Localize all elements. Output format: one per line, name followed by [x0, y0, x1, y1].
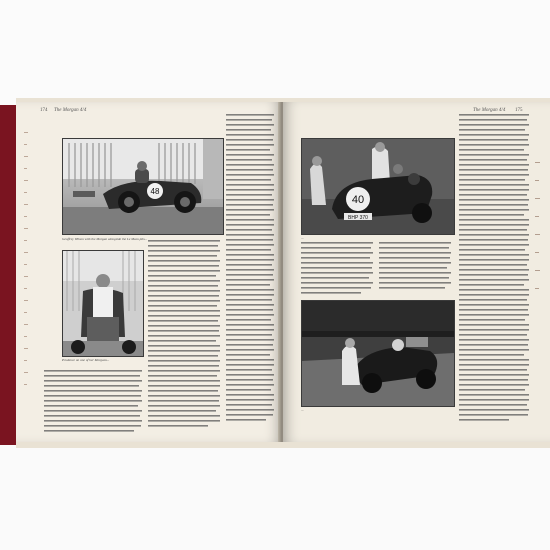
right-margin-marks	[535, 162, 543, 302]
background-table	[0, 445, 550, 550]
caption-left-bottom: Prudence on one of her Morgans...	[62, 358, 110, 362]
photo-car-racing-image	[302, 301, 454, 406]
car-number-48: 48	[150, 187, 160, 196]
left-page	[16, 102, 281, 442]
left-text-column-right	[226, 114, 276, 434]
left-margin-notes	[24, 132, 30, 432]
photo-prudence	[62, 250, 144, 357]
left-text-column-middle	[148, 240, 222, 435]
caption-right-bottom: ...	[301, 408, 304, 412]
plate-bhp-370: BHP 370	[348, 215, 368, 221]
left-running-head: The Morgan 4/4	[54, 108, 87, 113]
photo-car-racing	[301, 300, 455, 407]
background-wall	[0, 0, 550, 105]
right-text-column	[459, 114, 533, 434]
photo-morgan-at-pits	[62, 138, 224, 235]
book-cover-edge	[0, 105, 16, 445]
right-page	[283, 102, 550, 442]
photo-prudence-image	[63, 251, 143, 356]
photo-car-40-image	[302, 139, 454, 234]
caption-left-top: Geoffrey Wilson with the Morgan alongside the Le Mans pits...	[62, 237, 148, 241]
car-number-40: 40	[351, 194, 365, 206]
right-running-head: The Morgan 4/4	[473, 108, 506, 113]
left-text-column-bottom	[44, 370, 144, 436]
photo-car-40	[301, 138, 455, 235]
right-text-middle	[301, 242, 453, 298]
caption-right-top: ...	[301, 236, 304, 240]
left-page-number: 174	[40, 108, 48, 113]
right-page-number: 175	[515, 108, 523, 113]
open-book	[16, 98, 550, 448]
photo-morgan-at-pits-image	[63, 139, 223, 234]
